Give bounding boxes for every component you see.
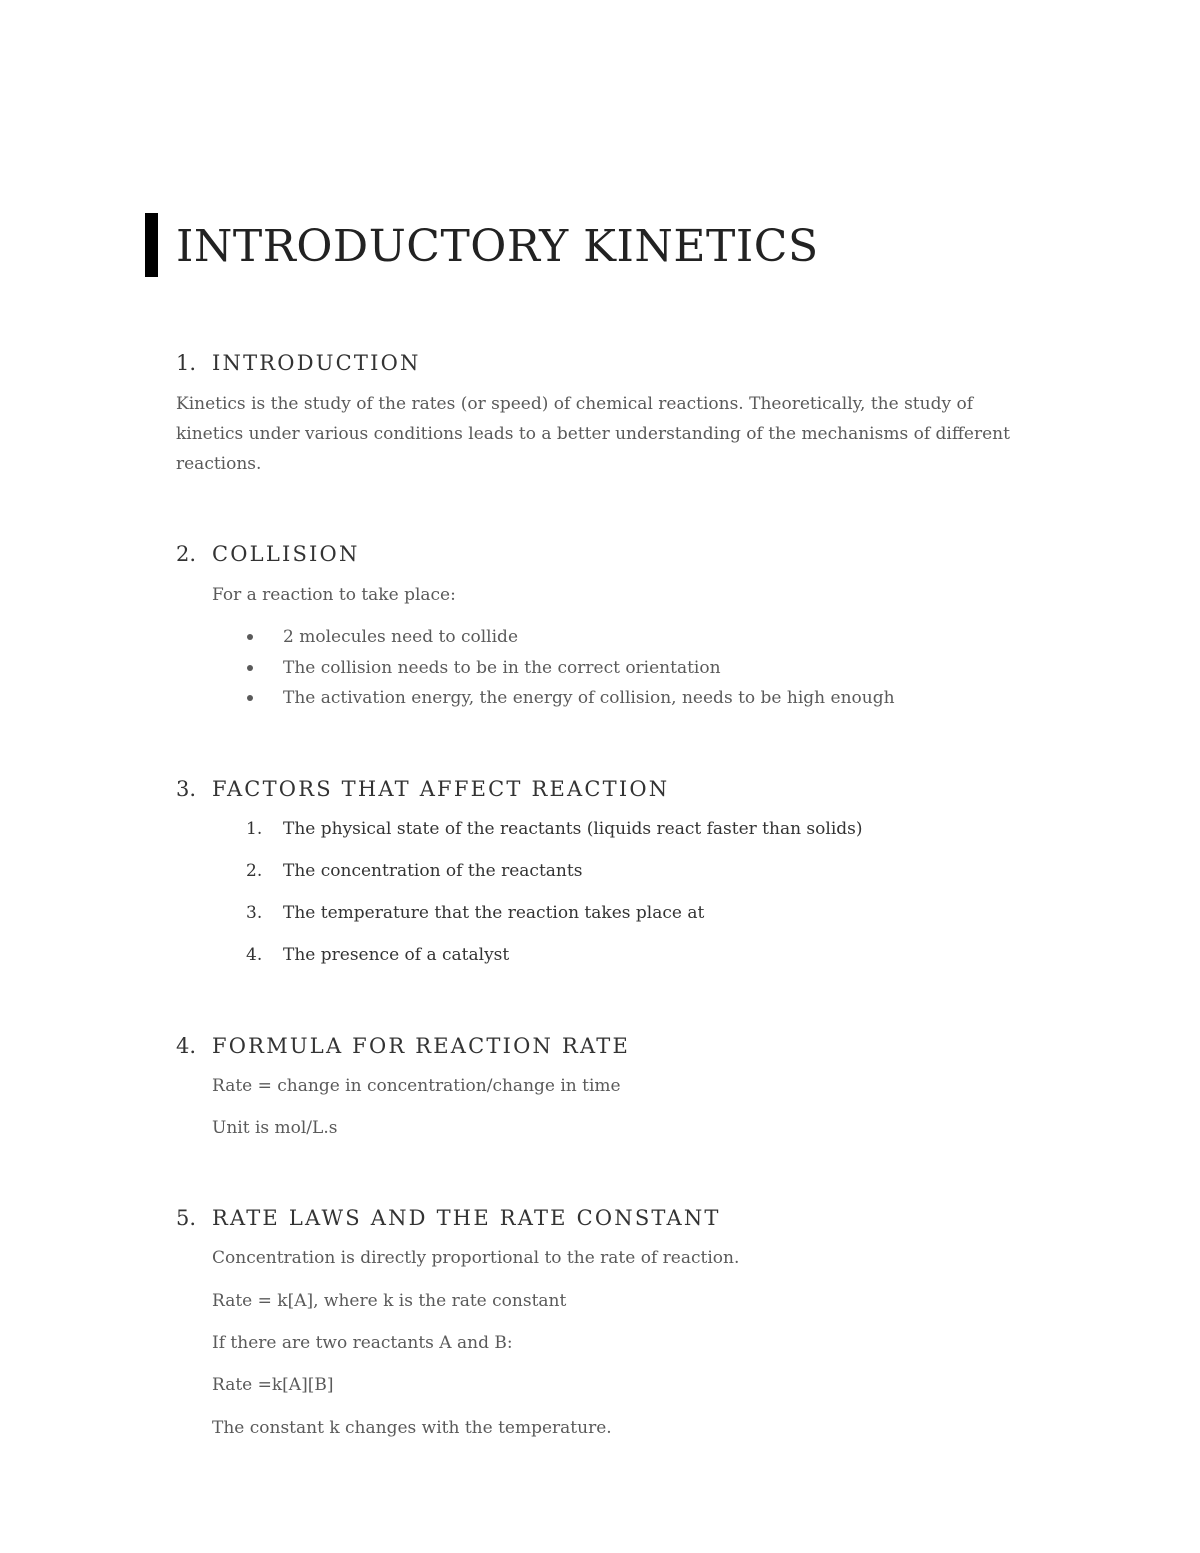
rate-law-line: The constant k changes with the temperature. (212, 1418, 612, 1438)
factors-ordered-list (212, 814, 863, 982)
section-number: 4. (176, 1034, 197, 1058)
section-number: 2. (176, 542, 197, 566)
rate-law-line: Rate =k[A][B] (212, 1375, 334, 1395)
list-item (212, 856, 863, 898)
list-item-text: The physical state of the reactants (liquids react faster than solids) (283, 819, 863, 839)
section-heading-collision (176, 539, 360, 569)
list-item (212, 940, 863, 982)
formula-line: Rate = change in concentration/change in time (212, 1076, 621, 1096)
list-item (212, 814, 863, 856)
collision-bullet-list (212, 622, 895, 714)
list-item-number: 1. (246, 819, 263, 839)
bullet-icon (247, 634, 253, 640)
list-item (212, 898, 863, 940)
section-title: INTRODUCTION (212, 351, 421, 375)
list-item-number: 3. (246, 903, 263, 923)
section-number: 3. (176, 777, 197, 801)
list-item (212, 653, 895, 684)
list-item-text: The activation energy, the energy of collision, needs to be high enough (283, 688, 895, 708)
bullet-icon (247, 665, 253, 671)
list-item-number: 4. (246, 945, 263, 965)
section-heading-introduction (176, 348, 421, 378)
rate-law-line: If there are two reactants A and B: (212, 1333, 513, 1353)
bullet-icon (247, 695, 253, 701)
section-title: RATE LAWS AND THE RATE CONSTANT (212, 1206, 721, 1230)
section-title: COLLISION (212, 542, 360, 566)
section-number: 1. (176, 351, 197, 375)
document-title: INTRODUCTORY KINETICS (176, 221, 819, 272)
list-item-number: 2. (246, 861, 263, 881)
section-title: FACTORS THAT AFFECT REACTION (212, 777, 670, 801)
list-item-text: The collision needs to be in the correct orientation (283, 657, 721, 678)
list-item (212, 683, 895, 714)
section-title: FORMULA FOR REACTION RATE (212, 1034, 630, 1058)
list-item-text: The concentration of the reactants (283, 861, 583, 881)
section-number: 5. (176, 1206, 197, 1230)
introduction-paragraph: Kinetics is the study of the rates (or speed) of chemical reactions. Theoretically, the study of kinetics under various conditions leads to a better understanding of the mechanisms of different reactions. (176, 394, 1010, 474)
rate-law-line: Concentration is directly proportional to the rate of reaction. (212, 1248, 740, 1268)
list-item-text: The temperature that the reaction takes place at (283, 903, 705, 923)
unit-line: Unit is mol/L.s (212, 1118, 338, 1138)
collision-intro: For a reaction to take place: (212, 585, 456, 605)
section-heading-factors (176, 774, 669, 804)
title-accent-bar (145, 213, 158, 277)
section-heading-rate-laws (176, 1203, 721, 1233)
list-item-text: 2 molecules need to collide (283, 627, 519, 647)
list-item (212, 622, 895, 653)
list-item-text: The presence of a catalyst (283, 945, 510, 965)
rate-law-line: Rate = k[A], where k is the rate constant (212, 1291, 567, 1311)
section-heading-formula (176, 1031, 630, 1061)
